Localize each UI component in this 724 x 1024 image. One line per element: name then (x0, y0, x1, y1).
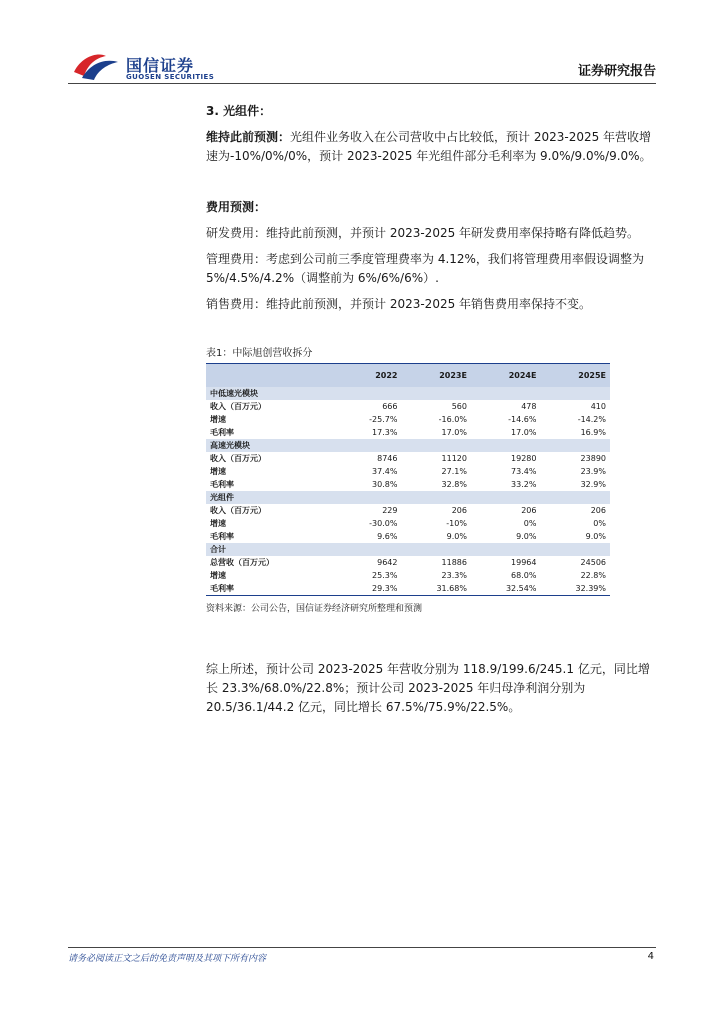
header-divider (68, 83, 656, 84)
table-row (206, 517, 610, 530)
table-header-row (206, 364, 610, 388)
table-cell: 32.9% (580, 480, 606, 489)
revenue-breakdown-table (206, 363, 610, 596)
table-header-cell: 2023E (401, 364, 471, 388)
section-label: 光组件 (206, 491, 610, 504)
table-cell: 9.0% (585, 532, 606, 541)
body-content (206, 100, 656, 314)
table-title: 表1：中际旭创营收拆分 (206, 348, 313, 359)
row-label: 收入（百万元） (210, 454, 266, 463)
table-row (206, 504, 610, 517)
row-label: 毛利率 (206, 582, 336, 596)
row-label: 收入（百万元） (210, 506, 266, 515)
row-label: 增速 (210, 467, 226, 476)
table-cell: 32.8% (441, 480, 467, 489)
expense-sales: 销售费用：维持此前预测，并预计 2023-2025 年销售费用率保持不变。 (206, 297, 592, 311)
row-label: 增速 (210, 415, 226, 424)
table-cell: 24506 (580, 558, 606, 567)
table-cell: 25.3% (372, 571, 398, 580)
section-label: 中低速光模块 (206, 387, 610, 400)
table-cell: 206 (521, 506, 537, 515)
table-cell: 17.0% (511, 428, 537, 437)
row-label: 收入（百万元） (210, 402, 266, 411)
expense-mgmt: 管理费用：考虑到公司前三季度管理费率为 4.12%，我们将管理费用率假设调整为 5%/4.5%/4.2%（调整前为 6%/6%/6%）. (206, 252, 644, 285)
table-cell: 9642 (377, 558, 398, 567)
table-cell: 16.9% (580, 428, 606, 437)
row-label: 毛利率 (210, 480, 234, 489)
table-cell: 0% (593, 519, 606, 528)
table-source-note: 资料来源：公司公告，国信证券经济研究所整理和预测 (206, 604, 423, 614)
table-cell: 666 (382, 402, 398, 411)
disclaimer-note: 请务必阅读正文之后的免责声明及其项下所有内容 (68, 954, 267, 964)
table-cell: 30.8% (372, 480, 398, 489)
table-header-cell: 2024E (471, 364, 541, 388)
table-cell: 23890 (580, 454, 606, 463)
table-cell: 19964 (511, 558, 537, 567)
table-cell: -16.0% (438, 415, 467, 424)
table-cell: 0% (523, 519, 537, 528)
summary-paragraph: 综上所述，预计公司 2023-2025 年营收分别为 118.9/199.6/245.1 亿元，同比增长 23.3%/68.0%/22.8%；预计公司 2023-2025 年归母净利润分别为 20.5/36.1/44.2 亿元，同比增长 67.5%/75.9%/22.5%。 (206, 662, 650, 714)
table-section-row (206, 491, 610, 504)
expense-heading: 费用预测： (206, 200, 267, 214)
section3-paragraph (206, 128, 656, 166)
table-cell: 9.0% (446, 532, 467, 541)
guosen-logo-icon (72, 50, 120, 82)
section-label: 合计 (206, 543, 610, 556)
table-row (206, 478, 610, 491)
table-cell: 560 (451, 402, 467, 411)
table-row (206, 530, 610, 543)
logo-text-cn: 国信证券 (126, 56, 195, 75)
table-cell: -14.2% (577, 415, 606, 424)
table-cell: -30.0% (369, 519, 398, 528)
table-cell: 33.2% (511, 480, 537, 489)
table-cell: -25.7% (369, 415, 398, 424)
table-row (206, 465, 610, 478)
logo-text-en: GUOSEN SECURITIES (126, 73, 215, 81)
row-label: 毛利率 (210, 428, 234, 437)
table-cell: 11886 (441, 558, 467, 567)
table-cell: 32.54% (471, 582, 541, 596)
table-cell: 29.3% (336, 582, 402, 596)
table-cell: 206 (451, 506, 467, 515)
table-row (206, 556, 610, 569)
table-cell: 17.0% (441, 428, 467, 437)
revenue-breakdown-table-block (206, 344, 610, 623)
table-cell: 68.0% (511, 571, 537, 580)
table-section-row (206, 543, 610, 556)
table-section-row (206, 439, 610, 452)
table-cell: 31.68% (401, 582, 471, 596)
table-row (206, 569, 610, 582)
table-cell: 23.9% (580, 467, 606, 476)
table-cell: 8746 (377, 454, 398, 463)
row-label: 增速 (210, 571, 226, 580)
expense-rd: 研发费用：维持此前预测，并预计 2023-2025 年研发费用率保持略有降低趋势。 (206, 226, 640, 240)
table-cell: 410 (590, 402, 606, 411)
page-number: 4 (647, 951, 654, 962)
table-header-cell: 2025E (540, 364, 610, 388)
table-row (206, 426, 610, 439)
table-cell: 206 (590, 506, 606, 515)
table-cell: 23.3% (441, 571, 467, 580)
table-cell: 19280 (511, 454, 537, 463)
table-cell: 9.6% (377, 532, 398, 541)
table-cell: 17.3% (372, 428, 398, 437)
table-cell: 73.4% (511, 467, 537, 476)
row-label: 毛利率 (210, 532, 234, 541)
section3-heading: 3. 光组件： (206, 104, 272, 118)
table-cell: 478 (521, 402, 537, 411)
table-cell: 32.39% (540, 582, 610, 596)
section-label: 高速光模块 (206, 439, 610, 452)
table-cell: 22.8% (580, 571, 606, 580)
guosen-logo (72, 50, 215, 86)
footer-divider (68, 947, 656, 948)
table-header-cell: 2022 (336, 364, 402, 388)
table-row (206, 400, 610, 413)
table-row (206, 452, 610, 465)
table-cell: 37.4% (372, 467, 398, 476)
table-row (206, 413, 610, 426)
table-row (206, 582, 610, 596)
table-section-row (206, 387, 610, 400)
table-cell: 27.1% (441, 467, 467, 476)
table-cell: -14.6% (508, 415, 537, 424)
section3-p1-label: 维持此前预测： (206, 130, 291, 144)
table-cell: 9.0% (516, 532, 537, 541)
table-cell: -10% (446, 519, 467, 528)
section3-p1-text: 光组件业务收入在公司营收中占比较低，预计 2023-2025 年营收增速为-10%/0%/0%，预计 2023-2025 年光组件部分毛利率为 9.0%/9.0%/9.0%。 (206, 130, 652, 163)
report-type-label: 证券研究报告 (577, 64, 656, 79)
table-header-cell (206, 364, 336, 388)
table-cell: 11120 (441, 454, 467, 463)
table-cell: 229 (382, 506, 398, 515)
row-label: 增速 (210, 519, 226, 528)
row-label: 总营收（百万元） (210, 558, 274, 567)
page-header (0, 0, 724, 92)
